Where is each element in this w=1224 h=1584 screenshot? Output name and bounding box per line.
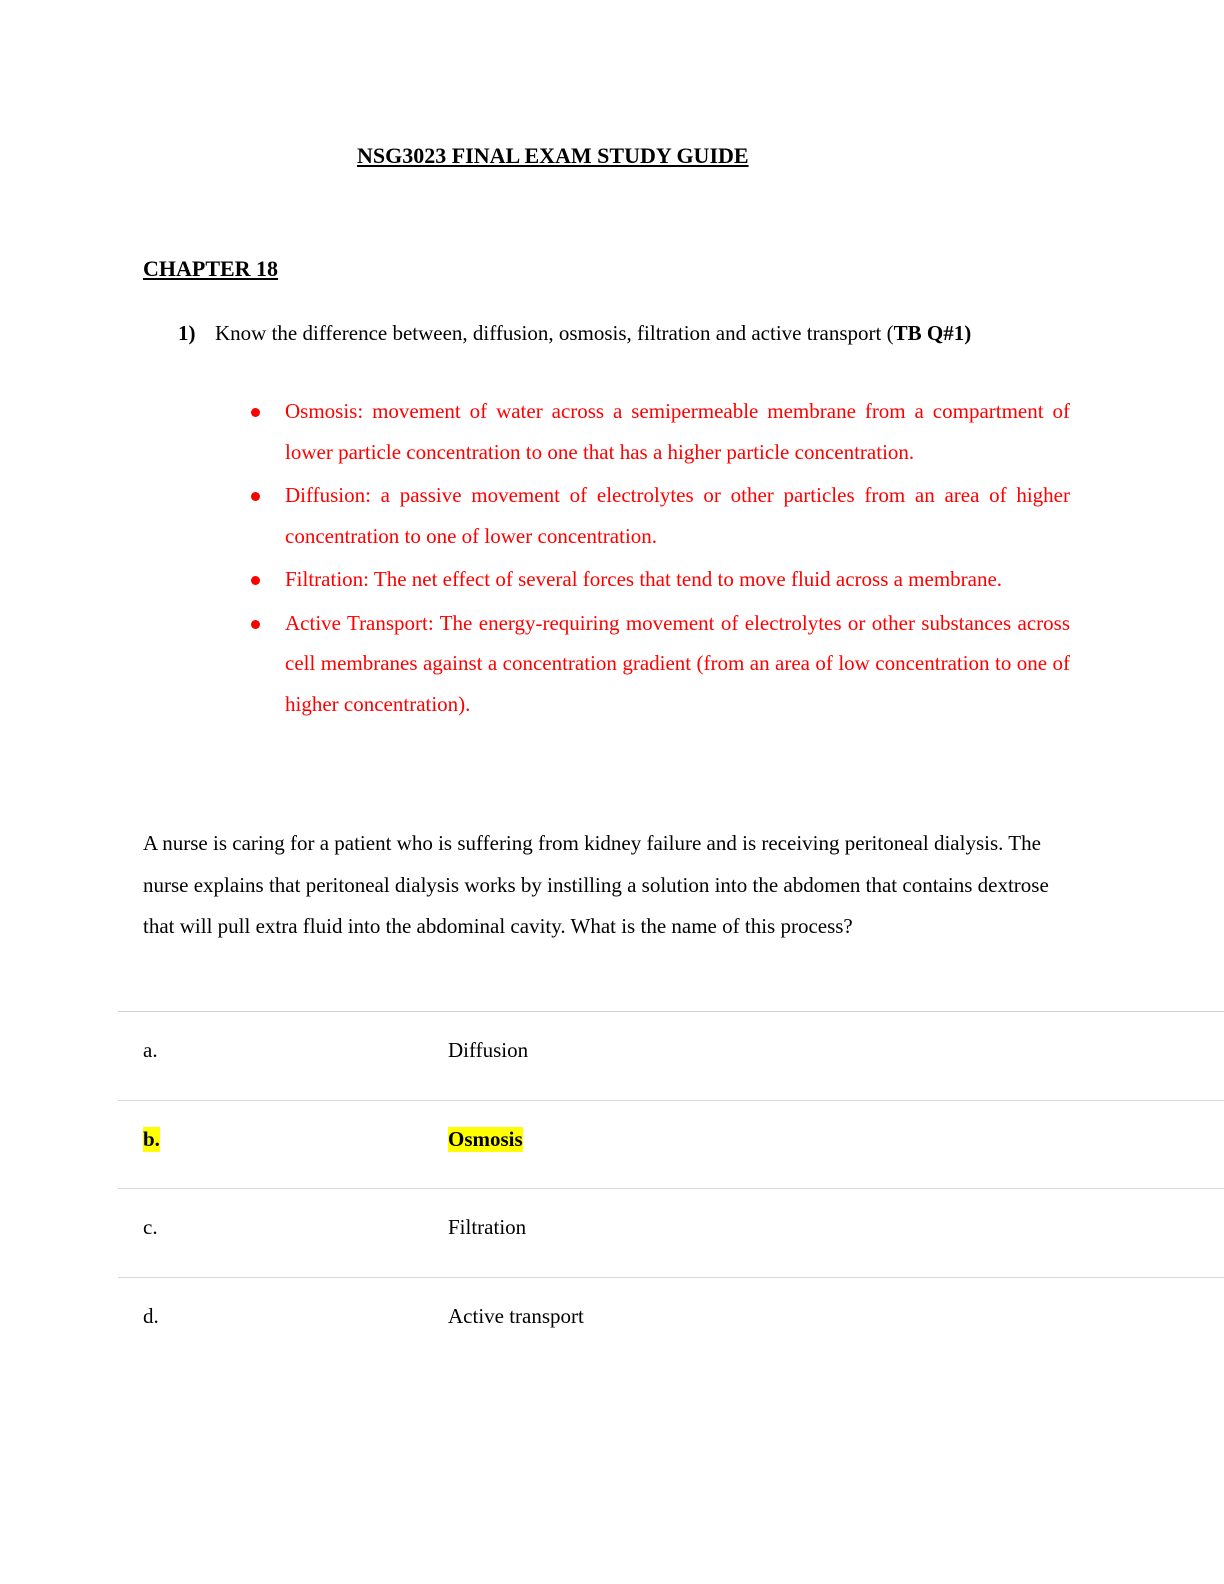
answer-letter: a. [143, 1038, 158, 1062]
answer-letter: d. [143, 1303, 159, 1328]
definition-filtration [245, 559, 1070, 600]
bullet-icon [251, 492, 260, 501]
bullet-icon [251, 408, 260, 417]
definition-text: Diffusion: a passive movement of electrolytes or other particles from an area of higher concentration to one of lower concentration. [285, 483, 1070, 548]
definition-diffusion [245, 475, 1070, 556]
bullet-icon [251, 620, 260, 629]
case-question: A nurse is caring for a patient who is suffering from kidney failure and is receiving peritoneal dialysis. The nurse explains that peritoneal dialysis works by instilling a solution into the abdomen that contains dextrose that will pull extra fluid into the abdominal cavity. What is the name of this process? [143, 831, 1049, 938]
answer-table [118, 1011, 1224, 1365]
definition-text: Osmosis: movement of water across a semipermeable membrane from a compartment of lower particle concentration to one that has a higher particle concentration. [285, 399, 1070, 464]
answer-letter: b. [143, 1126, 160, 1151]
document-title: NSG3023 FINAL EXAM STUDY GUIDE [357, 143, 749, 168]
question-reference: TB Q#1) [893, 321, 972, 345]
question-text [215, 312, 1070, 354]
answer-text: Filtration [448, 1215, 527, 1239]
answer-text: Diffusion [448, 1038, 529, 1062]
answer-option-a [118, 1011, 1224, 1100]
answer-letter: c. [143, 1215, 158, 1239]
answer-option-b [118, 1100, 1224, 1189]
definition-text: Active Transport: The energy-requiring movement of electrolytes or other substances across cell membranes against a concentration gradient (from an area of low concentration to one of higher concentration). [285, 610, 1070, 716]
answer-option-d [118, 1277, 1224, 1366]
study-question [143, 312, 1070, 354]
question-number: 1) [178, 321, 196, 345]
answer-text-correct: Osmosis [448, 1126, 523, 1151]
definition-active-transport [245, 603, 1070, 725]
bullet-icon [251, 576, 260, 585]
answer-text: Active transport [448, 1303, 584, 1328]
chapter-heading: CHAPTER 18 [143, 256, 279, 281]
question-prompt: Know the difference between, diffusion, osmosis, filtration and active transport ( [215, 321, 894, 345]
definition-list [245, 391, 1070, 727]
definition-osmosis [245, 391, 1070, 472]
answer-option-c [118, 1188, 1224, 1277]
definition-text: Filtration: The net effect of several forces that tend to move fluid across a membrane. [285, 567, 1003, 591]
